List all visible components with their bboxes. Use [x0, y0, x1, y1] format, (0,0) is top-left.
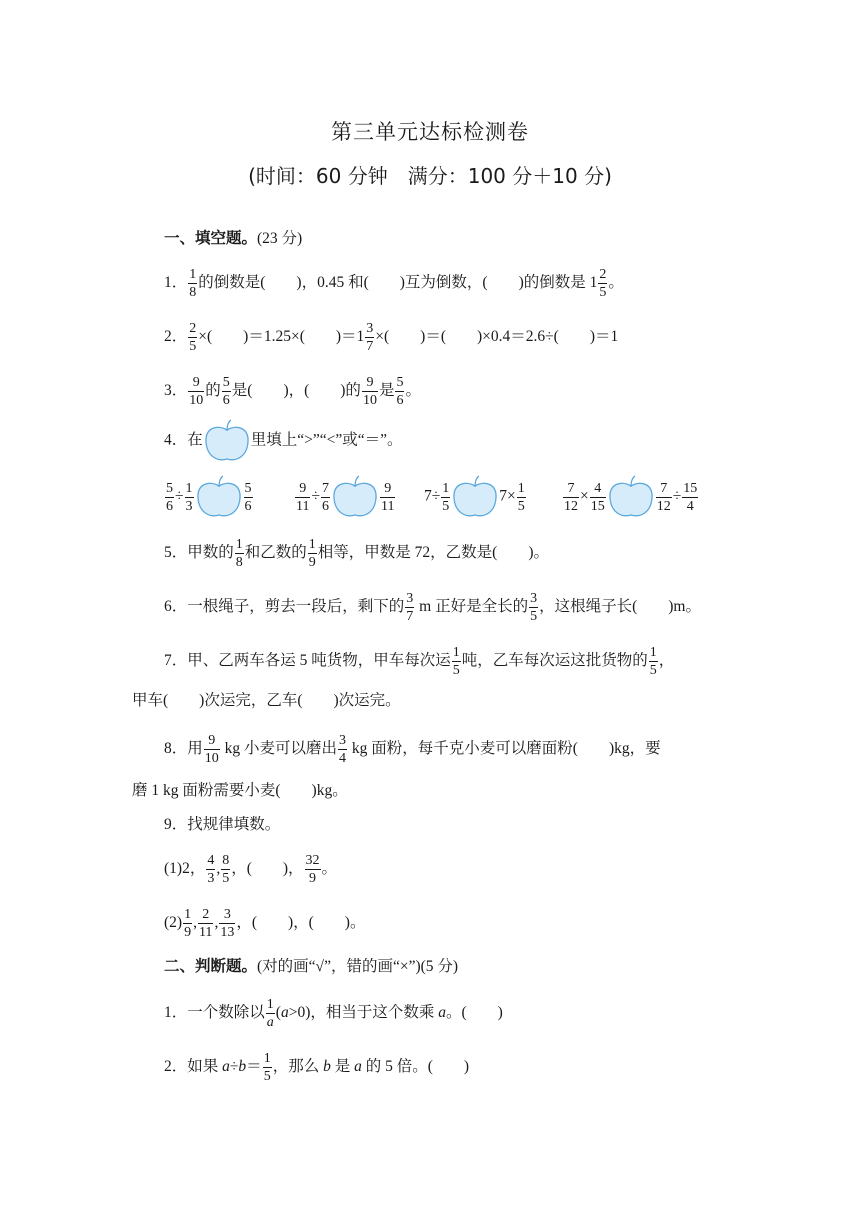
variable: b — [238, 1058, 247, 1076]
question-8-line-2: 磨 1 kg 面粉需要小麦( )kg。 — [132, 782, 348, 799]
page-subtitle: (时间：60 分钟 满分：100 分＋10 分) — [248, 164, 612, 188]
question-text: 的倒数是( )，0.45 和( )互为倒数，( )的倒数是 1 — [198, 274, 598, 292]
expression-text: 7× — [499, 487, 516, 505]
question-5 — [164, 536, 549, 571]
sequence-text: (2) — [164, 914, 183, 932]
fraction: $\frac{1}{5}$ — [263, 1051, 271, 1084]
fraction: $\frac{1}{5}$ — [442, 480, 450, 514]
fraction: $\frac{15}{4}$ — [683, 480, 698, 514]
question-6 — [164, 590, 701, 625]
operator: × — [580, 487, 589, 505]
question-8 — [164, 732, 661, 767]
operator: ÷ — [229, 1058, 239, 1076]
comma: , — [193, 914, 197, 932]
fraction: $\frac{7}{6}$ — [322, 480, 329, 514]
question-text: 的 — [205, 382, 221, 400]
question-number: 5． — [164, 544, 188, 562]
section-heading-text: 一、填空题。 — [164, 230, 258, 247]
question-number: 1． — [164, 1004, 188, 1022]
apple-answer-box[interactable] — [195, 474, 243, 520]
fraction: $\frac{1}{9}$ — [308, 537, 316, 570]
fraction: $\frac{1}{5}$ — [517, 480, 525, 514]
question-2 — [164, 320, 618, 355]
question-text: 里填上“>”“<”或“＝”。 — [250, 431, 403, 449]
operator: ÷ — [175, 487, 184, 505]
fraction: $\frac{32}{9}$ — [305, 853, 320, 886]
question-text: 的 5 倍。( ) — [361, 1058, 470, 1076]
apple-answer-box[interactable] — [451, 474, 499, 520]
fraction: $\frac{9}{10}$ — [362, 375, 377, 408]
variable: a — [438, 1004, 446, 1022]
question-number: 2． — [164, 328, 188, 346]
fraction: $\frac{9}{10}$ — [204, 733, 219, 766]
question-text: 甲数的 — [187, 544, 234, 562]
fraction: $\frac{5}{6}$ — [222, 375, 230, 408]
fraction: $\frac{5}{6}$ — [244, 480, 252, 514]
question-4 — [164, 418, 403, 464]
fraction: $\frac{1}{5}$ — [452, 645, 460, 678]
question-text: ，这根绳子长( )m。 — [539, 598, 701, 616]
comma: , — [216, 860, 221, 878]
fraction: $\frac{4}{3}$ — [207, 853, 215, 886]
variable: a — [222, 1058, 230, 1076]
apple-answer-box[interactable] — [607, 474, 655, 520]
fraction: $\frac{1}{8}$ — [235, 537, 243, 570]
judgement-1 — [164, 996, 503, 1031]
section-score: (对的画“√”，错的画“×”)(5 分) — [257, 958, 459, 975]
sequence-text: 。 — [321, 860, 338, 878]
fraction: $\frac{7}{12}$ — [656, 480, 671, 514]
comma: , — [214, 914, 219, 932]
question-text: 。( ) — [445, 1004, 503, 1022]
question-number: 6． — [164, 598, 188, 616]
question-number: 1． — [164, 274, 188, 292]
question-text: ×( )＝1.25×( )＝1 — [198, 328, 365, 346]
fraction: $\frac{2}{5}$ — [189, 321, 197, 354]
question-text: 找规律填数。 — [187, 816, 281, 833]
fraction: $\frac{1}{8}$ — [189, 267, 197, 300]
fraction: $\frac{3}{7}$ — [406, 591, 414, 624]
question-text: >0)，相当于这个数乘 — [288, 1004, 439, 1022]
fraction: $\frac{1}{a}$ — [266, 997, 274, 1030]
fraction: $\frac{9}{11}$ — [381, 480, 395, 514]
section-score: (23 分) — [257, 230, 303, 247]
apple-icon — [203, 418, 251, 464]
fraction: $\frac{1}{3}$ — [185, 480, 193, 514]
fraction: $\frac{1}{5}$ — [649, 645, 657, 678]
question-9-part-1 — [164, 852, 337, 887]
question-text: 和乙数的 — [244, 544, 307, 562]
fraction: $\frac{2}{5}$ — [599, 267, 607, 300]
fraction: $\frac{5}{6}$ — [396, 375, 404, 408]
question-text: 一个数除以 — [187, 1004, 265, 1022]
question-text: 是 — [378, 382, 395, 400]
question-number: 2． — [164, 1058, 188, 1076]
question-text: 是( )，( )的 — [231, 382, 361, 400]
fraction: $\frac{8}{5}$ — [222, 853, 230, 886]
question-text: ＝ — [246, 1058, 262, 1076]
question-text: 甲、乙两车各运 5 吨货物，甲车每次运 — [187, 652, 451, 670]
question-text: 吨，乙车每次运这批货物的 — [461, 652, 648, 670]
fraction: $\frac{7}{12}$ — [564, 480, 578, 514]
question-text: 一根绳子，剪去一段后，剩下的 — [187, 598, 405, 616]
question-7-line-2: 甲车( )次运完，乙车( )次运完。 — [132, 692, 401, 709]
question-text: m 正好是全长的 — [415, 598, 529, 616]
question-text: ( — [275, 1004, 281, 1022]
section-heading-fill-blank — [164, 226, 302, 248]
question-text: 相等，甲数是 72，乙数是( )。 — [317, 544, 549, 562]
question-text: kg 小麦可以磨出 — [220, 740, 338, 758]
variable: a — [280, 1004, 289, 1022]
fraction: $\frac{5}{6}$ — [166, 480, 173, 514]
question-number: 7． — [164, 652, 188, 670]
fraction: $\frac{9}{11}$ — [296, 480, 310, 514]
question-number: 8． — [164, 740, 188, 758]
fraction: $\frac{1}{9}$ — [184, 907, 192, 940]
page-title: 第三单元达标检测卷 — [331, 120, 529, 144]
question-text: 。 — [608, 274, 624, 292]
question-9-part-2 — [164, 906, 365, 941]
question-text: ，那么 — [272, 1058, 324, 1076]
variable: b — [323, 1058, 331, 1076]
question-text: ， — [658, 652, 675, 670]
fraction: $\frac{9}{10}$ — [189, 375, 204, 408]
question-1 — [164, 266, 624, 301]
question-number: 4． — [164, 431, 188, 449]
section-heading-text: 二、判断题。 — [164, 958, 258, 975]
sequence-text: ，( )，( )。 — [236, 914, 366, 932]
sequence-text: (1)2， — [164, 860, 206, 878]
expression-text: 7÷ — [424, 487, 441, 505]
fraction: $\frac{3}{7}$ — [366, 321, 374, 354]
comparison-1 — [164, 474, 254, 520]
comparison-4 — [562, 474, 699, 520]
comparison-2 — [294, 474, 396, 520]
fraction: $\frac{3}{13}$ — [220, 907, 235, 940]
question-text: ×( )＝( )×0.4＝2.6÷( )＝1 — [375, 328, 619, 346]
question-text: 在 — [187, 431, 203, 449]
comparison-3 — [424, 474, 527, 520]
section-heading-true-false — [164, 954, 458, 976]
question-text: 用 — [187, 740, 203, 758]
fraction: $\frac{4}{15}$ — [590, 480, 605, 514]
question-text: 如果 — [187, 1058, 223, 1076]
question-text: 。 — [405, 382, 421, 400]
fraction: $\frac{3}{5}$ — [530, 591, 538, 624]
question-number: 3． — [164, 382, 188, 400]
variable: a — [354, 1058, 362, 1076]
judgement-2 — [164, 1050, 469, 1085]
fraction: $\frac{2}{11}$ — [198, 907, 213, 940]
fraction: $\frac{3}{4}$ — [339, 733, 347, 766]
operator: ÷ — [311, 487, 320, 505]
question-text: 是 — [330, 1058, 355, 1076]
question-number: 9． — [164, 816, 188, 833]
sequence-text: ，( )， — [231, 860, 304, 878]
operator: ÷ — [672, 487, 682, 505]
question-3 — [164, 374, 421, 409]
question-7 — [164, 644, 674, 679]
apple-answer-box[interactable] — [331, 474, 379, 520]
question-text: kg 面粉，每千克小麦可以磨面粉( )kg，要 — [348, 740, 661, 758]
question-9 — [164, 814, 280, 836]
